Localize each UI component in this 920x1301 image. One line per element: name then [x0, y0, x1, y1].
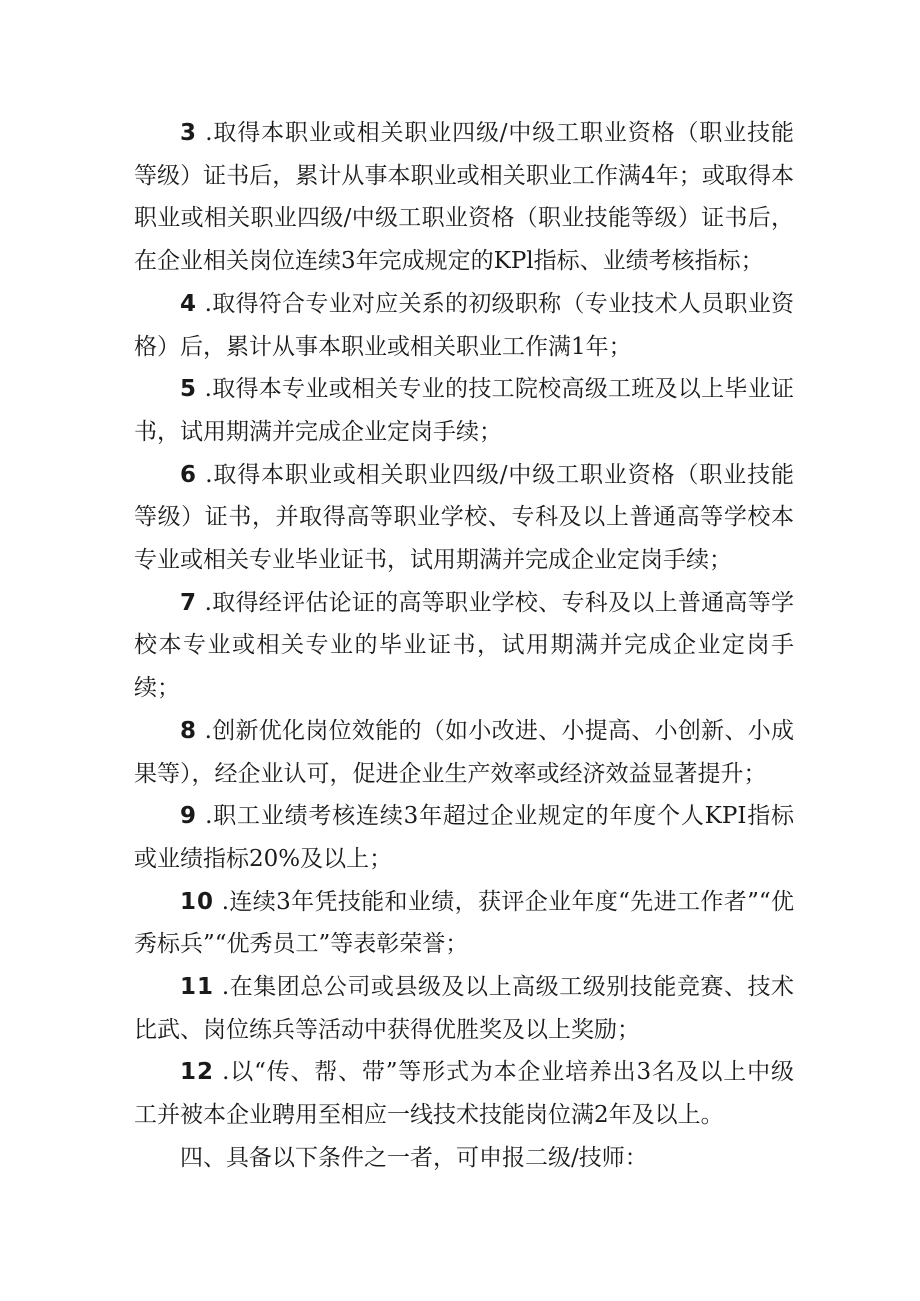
- item-text: .职工业绩考核连续3年超过企业规定的年度个人KPI指标或业绩指标20%及以上；: [134, 803, 794, 872]
- list-item-11: [134, 966, 794, 1051]
- item-text: .取得本职业或相关职业四级/中级工职业资格（职业技能等级）证书后，累计从事本职业或相关职业工作满4年；或取得本职业或相关职业四级/中级工职业资格（职业技能等级）证书后，在企业相关岗位连续3年完成规定的KPl指标、业绩考核指标；: [134, 120, 794, 275]
- list-item-9: [134, 795, 794, 880]
- item-text: .取得符合专业对应关系的初级职称（专业技术人员职业资格）后，累计从事本职业或相关职业工作满1年；: [134, 290, 794, 360]
- list-item-10: [134, 881, 794, 966]
- item-number: 3: [180, 120, 198, 146]
- item-text: .取得经评估论证的高等职业学校、专科及以上普通高等学校本专业或相关专业的毕业证书，试用期满并完成企业定岗手续；: [134, 589, 794, 702]
- item-text: .取得本职业或相关职业四级/中级工职业资格（职业技能等级）证书，并取得高等职业学校、专科及以上普通高等学校本专业或相关专业毕业证书，试用期满并完成企业定岗手续；: [134, 461, 794, 574]
- item-number: 11: [180, 974, 215, 1001]
- item-number: 12: [180, 1059, 215, 1086]
- list-item-12: [134, 1051, 794, 1136]
- item-number: 4: [180, 290, 198, 317]
- list-item-3: [134, 112, 794, 283]
- list-item-7: [134, 582, 794, 710]
- document-body: [134, 112, 794, 1180]
- item-number: 9: [180, 803, 198, 830]
- item-number: 5: [180, 376, 198, 403]
- section-heading: 四、具备以下条件之一者，可申报二级/技师：: [180, 1144, 648, 1171]
- item-number: 10: [180, 888, 215, 915]
- item-number: 6: [180, 461, 198, 488]
- item-text: .取得本专业或相关专业的技工院校高级工班及以上毕业证书，试用期满并完成企业定岗手续；: [134, 376, 794, 445]
- item-number: 7: [180, 589, 198, 616]
- list-item-4: [134, 283, 794, 368]
- item-text: .连续3年凭技能和业绩，获评企业年度“先进工作者”“优秀标兵”“优秀员工”等表彰荣誉；: [134, 888, 794, 958]
- list-item-6: [134, 454, 794, 582]
- item-text: .创新优化岗位效能的（如小改进、小提高、小创新、小成果等），经企业认可，促进企业生产效率或经济效益显著提升；: [134, 717, 794, 787]
- item-text: .以“传、帮、带”等形式为本企业培养出3名及以上中级工并被本企业聘用至相应一线技术技能岗位满2年及以上。: [134, 1059, 794, 1129]
- item-number: 8: [180, 717, 198, 744]
- list-item-5: [134, 368, 794, 453]
- item-text: .在集团总公司或县级及以上高级工级别技能竞赛、技术比武、岗位练兵等活动中获得优胜奖及以上奖励；: [134, 974, 794, 1043]
- list-item-8: [134, 710, 794, 795]
